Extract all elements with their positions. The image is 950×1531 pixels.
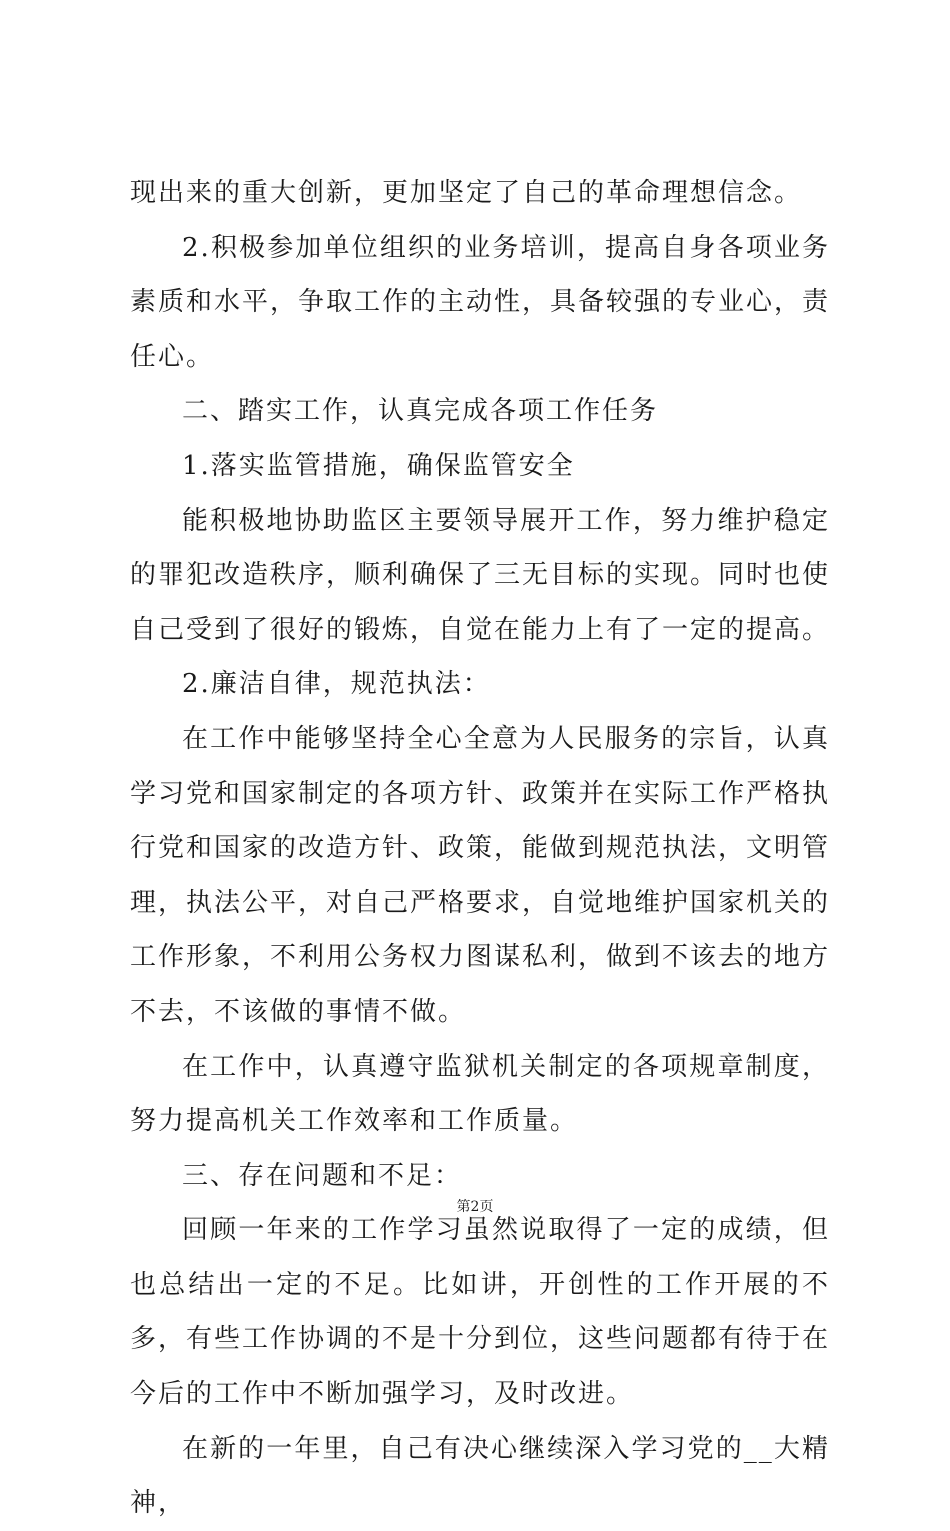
paragraph-continuation: 现出来的重大创新，更加坚定了自己的革命理想信念。 — [130, 178, 803, 208]
paragraph-rules-body: 在工作中，认真遵守监狱机关制定的各项规章制度，努力提高机关工作效率和工作质量。 — [130, 1051, 830, 1137]
paragraph-item-2-integrity: 2.廉洁自律，规范执法： — [182, 669, 491, 700]
paragraph-item-2-training: 2.积极参加单位组织的业务培训，提高自身各项业务素质和水平，争取工作的主动性，具备较强的专业心，责任心。 — [130, 232, 831, 372]
paragraph-integrity-body: 在工作中能够坚持全心全意为人民服务的宗旨，认真学习党和国家制定的各项方针、政策并在实际工作严格执行党和国家的改造方针、政策，能做到规范执法，文明管理，执法公平，对自己严格要求，自觉地维护国家机关的工作形象，不利用公务权力图谋私利，做到不该去的地方不去，不该做的事情不做。 — [130, 723, 831, 1027]
section-heading-2: 二、踏实工作，认真完成各项工作任务 — [182, 396, 659, 427]
document-body — [130, 166, 830, 1531]
page-number: 第2页 — [456, 1199, 494, 1215]
paragraph-new-year: 在新的一年里，自己有决心继续深入学习党的__大精神， — [130, 1433, 830, 1519]
paragraph-supervision-body: 能积极地协助监区主要领导展开工作，努力维护稳定的罪犯改造秩序，顺利确保了三无目标的实现。同时也使自己受到了很好的锻炼，自觉在能力上有了一定的提高。 — [130, 505, 831, 645]
paragraph-review-body: 回顾一年来的工作学习虽然说取得了一定的成绩，但也总结出一定的不足。比如讲，开创性的工作开展的不多，有些工作协调的不是十分到位，这些问题都有待于在今后的工作中不断加强学习，及时改进。 — [130, 1215, 831, 1410]
paragraph-item-1-supervision: 1.落实监管措施，确保监管安全 — [182, 450, 575, 481]
section-heading-3: 三、存在问题和不足： — [182, 1160, 463, 1191]
